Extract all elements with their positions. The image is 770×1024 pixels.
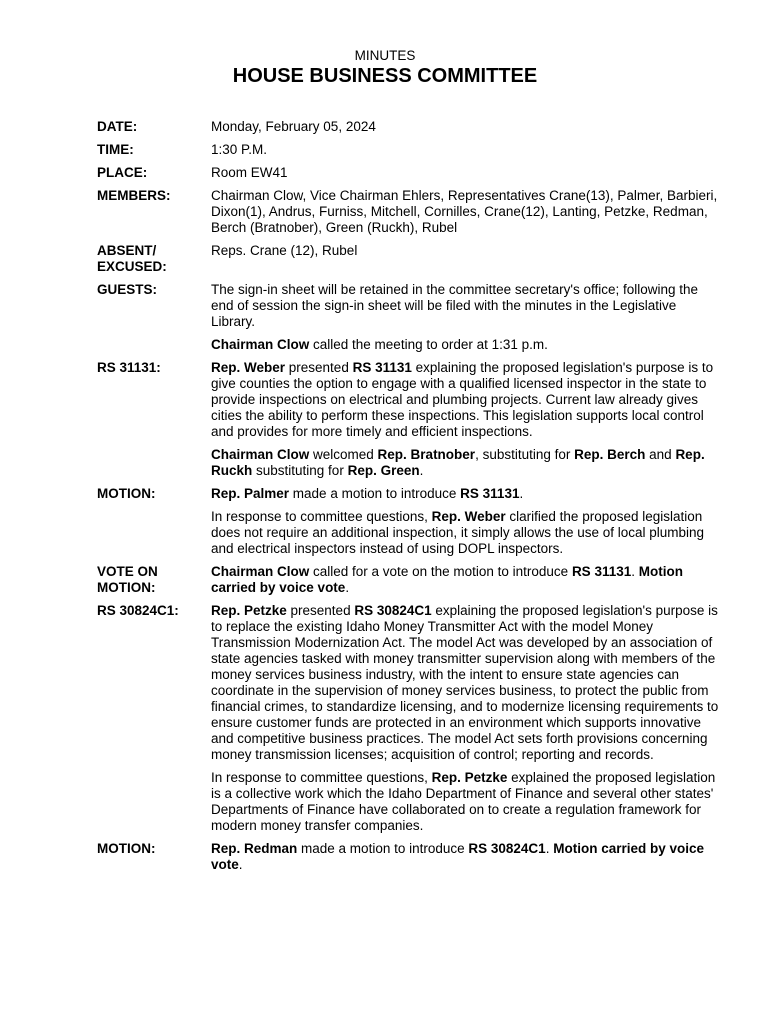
chairman-name: Chairman Clow (211, 337, 310, 352)
vote-row (97, 564, 722, 596)
place-label: PLACE: (97, 165, 148, 180)
time-value: 1:30 P.M. (211, 142, 268, 157)
members-label: MEMBERS: (97, 188, 171, 203)
rs30824-questions: In response to committee questions, Rep. Petzke explained the proposed legislation is a collective work which the Idaho Department of Finance and several other states' Departments of Finance have collaborated on to create a regulation framework for modern money transfer companies. (211, 770, 716, 833)
motion2-text: Rep. Redman made a motion to introduce RS 30824C1. Motion carried by voice vote. (211, 841, 705, 872)
absent-label-line2: EXCUSED: (97, 259, 167, 274)
date-label: DATE: (97, 119, 138, 134)
place-value: Room EW41 (211, 165, 288, 180)
vote-label (97, 564, 211, 596)
motion1-label: MOTION: (97, 486, 156, 501)
vote-label-line1: VOTE ON (97, 564, 158, 579)
absent-value: Reps. Crane (12), Rubel (211, 243, 358, 258)
rs31131-presentation: Rep. Weber presented RS 31131 explaining the proposed legislation's purpose is to give counties the option to engage with a qualified licensed inspector in the state to provide inspections on electrical and plumbing projects. Current law already gives cities the ability to perform these inspections. This legislation supports local control and provides for more timely and efficient inspections. (211, 360, 714, 439)
motion1-row (97, 486, 722, 557)
motion1-text: Rep. Palmer made a motion to introduce RS 31131. (211, 486, 524, 501)
motion2-row (97, 841, 722, 873)
rs31131-row (97, 360, 722, 479)
vote-text: Chairman Clow called for a vote on the motion to introduce RS 31131. Motion carried by voice vote. (211, 564, 683, 595)
motion1-questions: In response to committee questions, Rep. Weber clarified the proposed legislation does not require an additional inspection, it simply allows the use of local plumbing and electrical inspectors instead of using DOPL inspectors. (211, 509, 705, 556)
guests-row (97, 282, 722, 353)
place-row (97, 165, 722, 181)
guests-label: GUESTS: (97, 282, 158, 297)
members-value: Chairman Clow, Vice Chairman Ehlers, Representatives Crane(13), Palmer, Barbieri, Dixon(1), Andrus, Furniss, Mitchell, Cornilles, Crane(12), Lanting, Petzke, Redman, Berch (Bratnober), Green (Ruckh), Rubel (211, 188, 718, 235)
vote-label-line2: MOTION: (97, 580, 156, 595)
rs31131-label: RS 31131: (97, 360, 161, 375)
guests-value: The sign-in sheet will be retained in the committee secretary's office; following the end of session the sign-in sheet will be filed with the minutes in the Legislative Library. (211, 282, 699, 329)
substitution-note: Chairman Clow welcomed Rep. Bratnober, substituting for Rep. Berch and Rep. Ruckh substituting for Rep. Green. (211, 447, 705, 478)
date-value: Monday, February 05, 2024 (211, 119, 376, 134)
date-row (97, 119, 722, 135)
rs30824-label: RS 30824C1: (97, 603, 179, 618)
members-row (97, 188, 722, 236)
rs30824-row (97, 603, 722, 834)
absent-label (97, 243, 211, 275)
time-label: TIME: (97, 142, 134, 157)
committee-title: HOUSE BUSINESS COMMITTEE (232, 65, 538, 87)
absent-label-line1: ABSENT/ (97, 243, 157, 258)
absent-row (97, 243, 722, 275)
minutes-heading: MINUTES (354, 48, 416, 63)
time-row (97, 142, 722, 158)
rs30824-presentation: Rep. Petzke presented RS 30824C1 explaining the proposed legislation's purpose is to replace the existing Idaho Money Transmitter Act with the model Money Transmission Modernization Act. The model Act was developed by an association of state agencies tasked with money transmitter supervision along with members of the money services business industry, with the intent to ensure state agencies can coordinate in the supervision of money services business, to protect the public from financial crimes, to standardize licensing, and to modernize licensing requirements to ensure customer funds are protected in an environment which supports innovative and competitive business practices. The model Act sets forth provisions concerning money transmission licenses; acquisition of control; reporting and records. (211, 603, 719, 762)
motion2-label: MOTION: (97, 841, 156, 856)
minutes-body (97, 119, 722, 880)
call-to-order: Chairman Clow called the meeting to order at 1:31 p.m. (211, 337, 548, 352)
